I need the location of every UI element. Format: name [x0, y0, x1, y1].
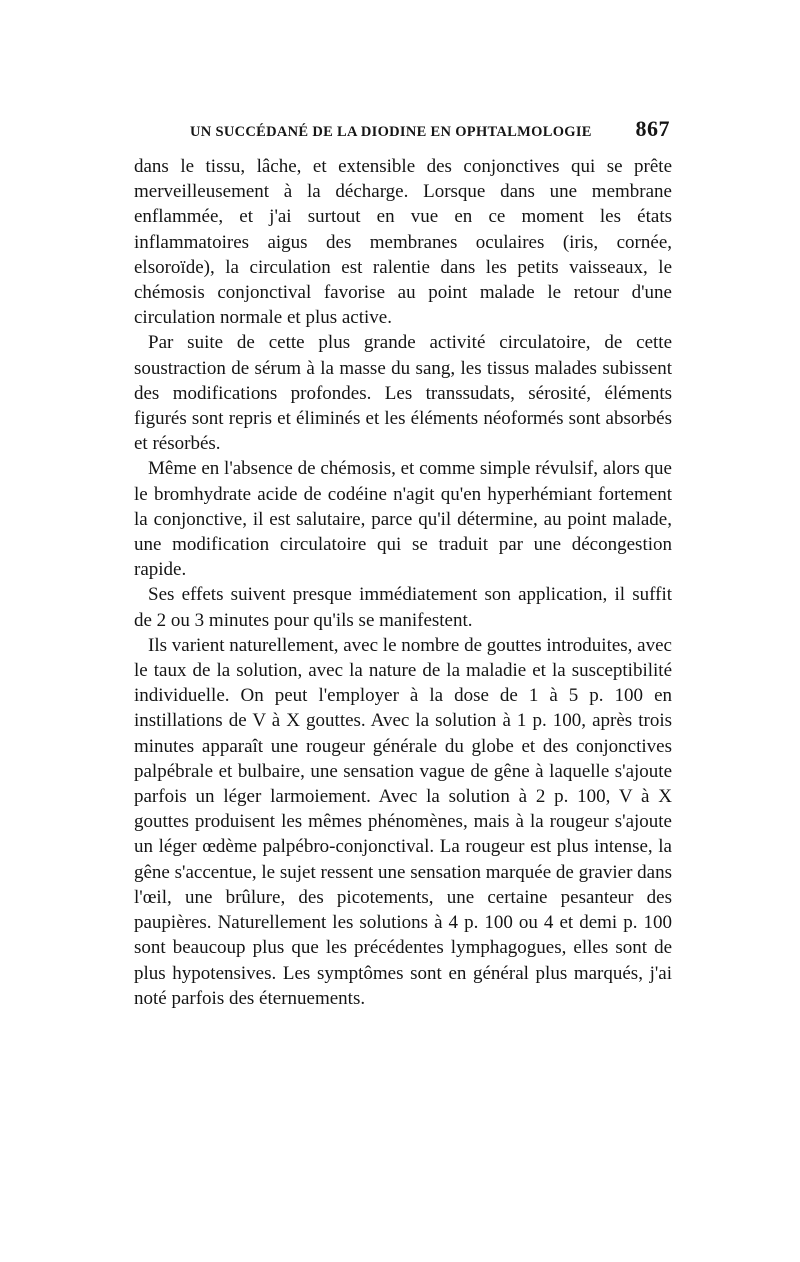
paragraph: Ses effets suivent presque immédiatement son application, il suffit de 2 ou 3 minutes pour qu'ils se manifestent. [134, 584, 672, 631]
running-head [190, 116, 670, 144]
body-text [134, 154, 672, 1011]
paragraph: Même en l'absence de chémosis, et comme simple révulsif, alors que le bromhydrate acide de codéine n'agit qu'en hyperhémiant fortement la conjonctive, il est salutaire, parce qu'il détermine, au point malade, une modification circulatoire qui se traduit par une décongestion rapide. [134, 458, 672, 581]
paragraph: dans le tissu, lâche, et extensible des conjonctives qui se prête merveilleusement à la décharge. Lorsque dans une membrane enflammée, et j'ai surtout en vue en ce moment les états inflammatoires aigus des membranes oculaires (iris, cornée, elsoroïde), la circulation est ralentie dans les petits vaisseaux, le chémosis conjonctival favorise au point malade le retour d'une circulation normale et plus active. [134, 156, 672, 329]
page-number: 867 [635, 116, 670, 141]
paragraph: Par suite de cette plus grande activité circulatoire, de cette soustraction de sérum à la masse du sang, les tissus malades subissent des modifications profondes. Les transsudats, sérosité, éléments figurés sont repris et éliminés et les éléments néoformés sont absorbés et résorbés. [134, 332, 672, 455]
running-title: UN SUCCÉDANÉ DE LA DIODINE EN OPHTALMOLOGIE [190, 124, 592, 140]
paragraph: Ils varient naturellement, avec le nombre de gouttes introduites, avec le taux de la solution, avec la nature de la maladie et la susceptibilité individuelle. On peut l'employer à la dose de 1 à 5 p. 100 en instillations de V à X gouttes. Avec la solution à 1 p. 100, après trois minutes apparaît une rougeur générale du globe et des conjonctives palpébrale et bulbaire, une sensation vague de gêne à laquelle s'ajoute parfois un léger larmoiement. Avec la solution à 2 p. 100, V à X gouttes produisent les mêmes phénomènes, mais à la rougeur s'ajoute un léger œdème palpébro-conjonctival. La rougeur est plus intense, la gêne s'accentue, le sujet ressent une sensation marquée de gravier dans l'œil, une brûlure, des picotements, une certaine pesanteur des paupières. Naturellement les solutions à 4 p. 100 ou 4 et demi p. 100 sont beaucoup plus que les précédentes lymphagogues, elles sont de plus hypotensives. Les symptômes sont en général plus marqués, j'ai noté parfois des éternuements. [134, 634, 672, 1009]
